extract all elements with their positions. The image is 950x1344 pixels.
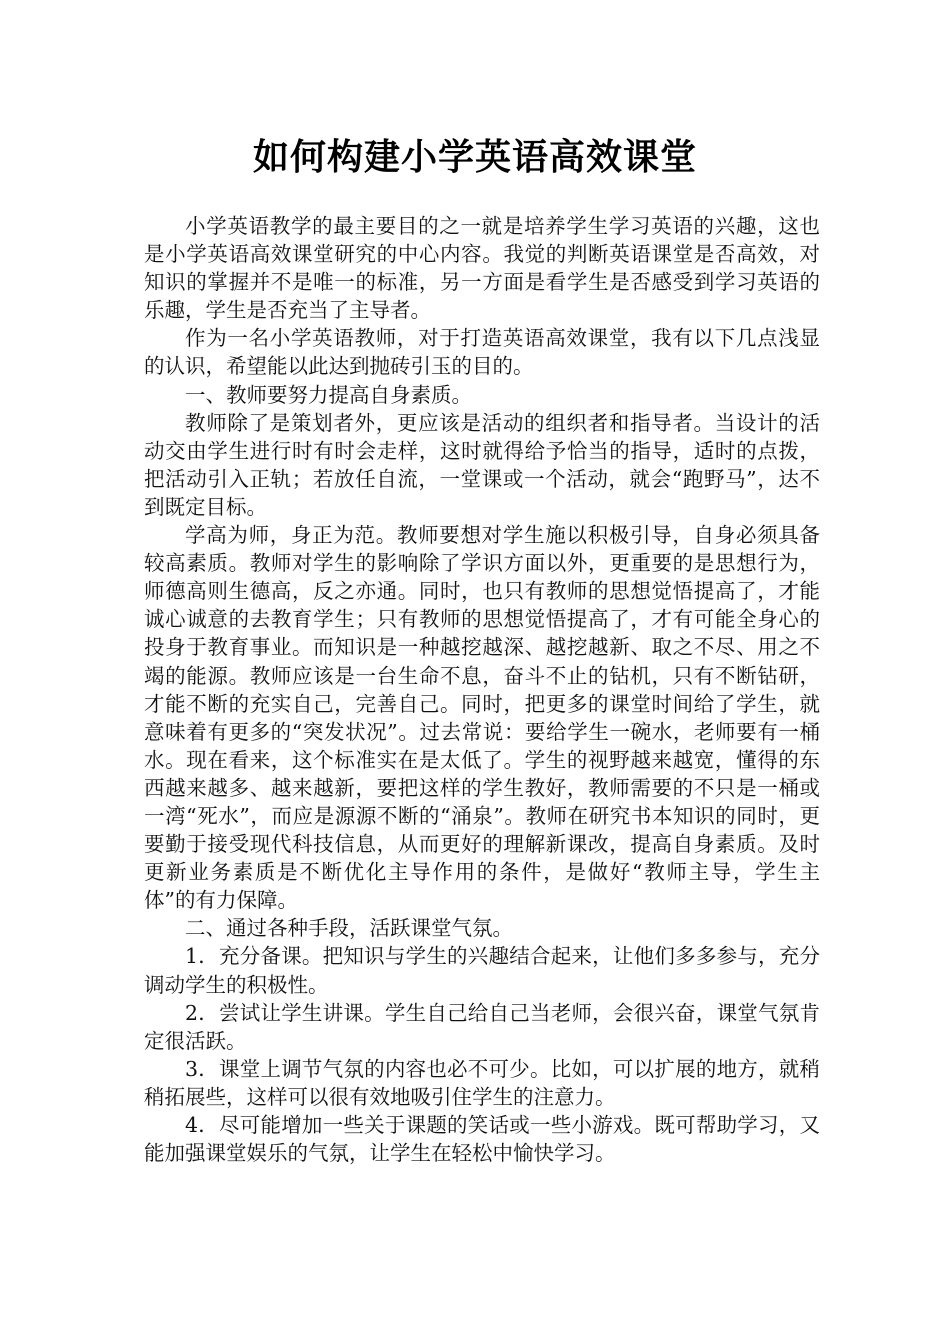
section-heading-1: 一、教师要努力提高自身素质。 — [185, 382, 472, 407]
list-item-2: 2．尝试让学生讲课。学生自己给自己当老师，会很兴奋，课堂气氛肯定很活跃。 — [144, 1000, 820, 1053]
section-heading-2: 二、通过各种手段，活跃课堂气氛。 — [185, 916, 513, 941]
paragraph-teacher-role: 教师除了是策划者外，更应该是活动的组织者和指导者。当设计的活动交由学生进行时有时会走样，这时就得给予恰当的指导，适时的点拨，把活动引入正轨；若放任自流，一堂课或一个活动，就会“跑野马”，达不到既定目标。 — [144, 410, 820, 519]
paragraph-intro: 小学英语教学的最主要目的之一就是培养学生学习英语的兴趣，这也是小学英语高效课堂研究的中心内容。我觉的判断英语课堂是否高效，对知识的掌握并不是唯一的标准，另一方面是看学生是否感受到学习英语的乐趣，学生是否充当了主导者。 — [144, 214, 820, 323]
list-item-1: 1．充分备课。把知识与学生的兴趣结合起来，让他们多多参与，充分调动学生的积极性。 — [144, 944, 820, 997]
document-title: 如何构建小学英语高效课堂 — [252, 136, 697, 178]
list-item-3: 3．课堂上调节气氛的内容也必不可少。比如，可以扩展的地方，就稍稍拓展些，这样可以很有效地吸引住学生的注意力。 — [144, 1056, 820, 1109]
list-item-4: 4．尽可能增加一些关于课题的笑话或一些小游戏。既可帮助学习，又能加强课堂娱乐的气氛，让学生在轻松中愉快学习。 — [144, 1113, 820, 1166]
document-body — [144, 212, 820, 1167]
paragraph-purpose: 作为一名小学英语教师，对于打造英语高效课堂，我有以下几点浅显的认识，希望能以此达到抛砖引玉的目的。 — [144, 326, 820, 379]
paragraph-teacher-quality: 学高为师，身正为范。教师要想对学生施以积极引导，自身必须具备较高素质。教师对学生的影响除了学识方面以外，更重要的是思想行为，师德高则生德高，反之亦通。同时，也只有教师的思想觉悟提高了，才能诚心诚意的去教育学生；只有教师的思想觉悟提高了，才有可能全身心的投身于教育事业。而知识是一种越挖越深、越挖越新、取之不尽、用之不竭的能源。教师应该是一台生命不息，奋斗不止的钻机，只有不断钻研，才能不断的充实自己，完善自己。同时，把更多的课堂时间给了学生，就意味着有更多的“突发状况”。过去常说：要给学生一碗水，老师要有一桶水。现在看来，这个标准实在是太低了。学生的视野越来越宽，懂得的东西越来越多、越来越新，要把这样的学生教好，教师需要的不只是一桶或一湾“死水”，而应是源源不断的“涌泉”。教师在研究书本知识的同时，更要勤于接受现代科技信息，从而更好的理解新课改，提高自身素质。及时更新业务素质是不断优化主导作用的条件，是做好“教师主导，学生主体”的有力保障。 — [144, 523, 820, 913]
